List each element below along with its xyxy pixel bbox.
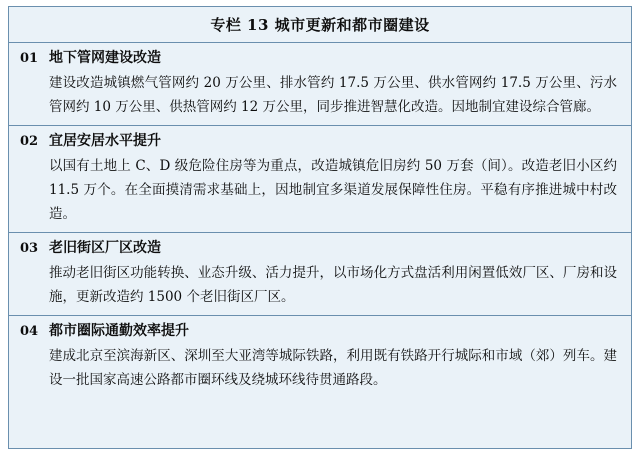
table-title-bar: [9, 7, 631, 43]
row-title: 都市圈际通勤效率提升: [49, 323, 189, 339]
row-body: 以国有土地上 C、D 级危险住房等为重点，改造城镇危旧房约 50 万套（间）。改造老旧小区约 11.5 万个。在全面摸清需求基础上，因地制宜多渠道发展保障性住房。平稳有序推进城中村改造。: [49, 158, 617, 222]
row-body: 推动老旧街区功能转换、业态升级、活力提升，以市场化方式盘活利用闲置低效厂区、厂房和设施，更新改造约 1500 个老旧街区厂区。: [49, 265, 617, 305]
row-content: [49, 48, 631, 119]
row-body: 建设改造城镇燃气管网约 20 万公里、排水管约 17.5 万公里、供水管网约 17.5 万公里、污水管网约 10 万公里、供热管网约 12 万公里，同步推进智慧化改造。因地制宜建设综合管廊。: [49, 75, 617, 115]
row-content: [49, 321, 631, 392]
row-title: 宜居安居水平提升: [49, 133, 161, 149]
table-row: [9, 126, 631, 233]
table-rows: [9, 43, 631, 398]
row-number: 04: [19, 324, 39, 339]
table-row: [9, 316, 631, 398]
page-title: 专栏 13 城市更新和都市圈建设: [210, 16, 430, 34]
table-row: [9, 233, 631, 316]
table-row: [9, 43, 631, 126]
row-title: 老旧街区厂区改造: [49, 240, 161, 256]
row-content: [49, 238, 631, 309]
row-number: 01: [19, 51, 39, 66]
row-body: 建成北京至滨海新区、深圳至大亚湾等城际铁路，利用既有铁路开行城际和市域（郊）列车。建设一批国家高速公路都市圈环线及绕城环线待贯通路段。: [49, 348, 617, 388]
row-number: 03: [19, 241, 39, 256]
table-container: [8, 6, 632, 449]
row-content: [49, 131, 631, 226]
row-title: 地下管网建设改造: [49, 50, 161, 66]
row-number: 02: [19, 134, 39, 149]
